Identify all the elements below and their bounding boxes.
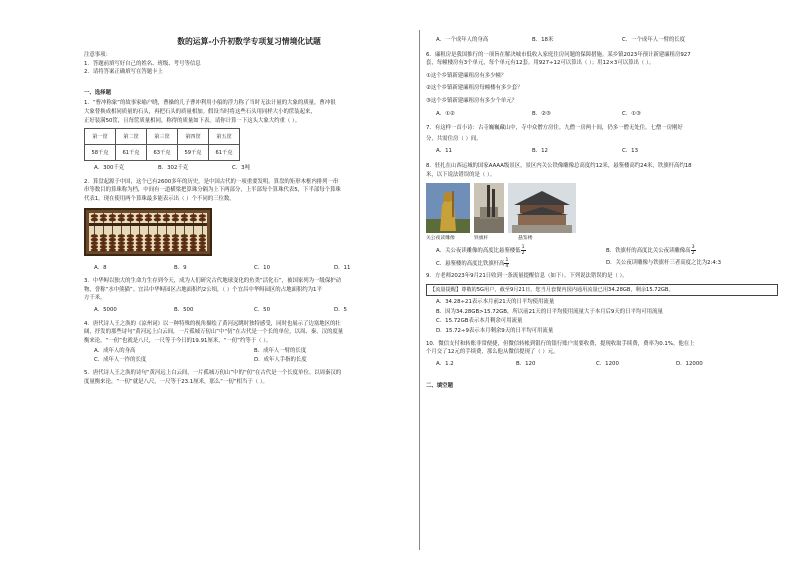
question-1 [84,99,414,172]
question-line: 6．廉租房是我国推行的一项旨在解决城市低收入家庭住房问题的保障措施。某乡镇2023年预计新建廉租房927 [426,51,691,58]
option[interactable]: B．成年人一臂的长度 [254,348,307,355]
option[interactable]: B．②③ [532,110,551,117]
question-line: 阔，抒发的那些诗句“黄河远上白云间，一片孤城万仞山”中“仞”在古代是一个长的单位，以周、秦、汉的度量 [84,329,344,336]
denominator: 2 [521,251,525,257]
question-10 [426,340,778,369]
answer-options [426,36,778,45]
question-line: 5．唐代诗人王之涣的诗句“黄河远上白云间，一片孤城万仞山”中的“仞”在古代是一个长度单位。以周秦汉的 [84,370,342,377]
question-line: 7．有这样一首小诗：古寺巍巍藏山中，寺中众僧方房住。九僧一房两十间，仍多一僧无处住。七僧一房刚好 [426,125,683,132]
option[interactable]: B．9 [174,264,187,271]
answer-options [84,347,414,356]
option[interactable]: A．成年人的身高 [94,348,136,355]
option[interactable]: A．5000 [94,306,117,313]
fraction [521,245,526,256]
numerator: 1 [521,245,525,251]
option[interactable]: D．成年人手指的长度 [254,356,307,363]
table-cell: 63千克 [147,145,178,161]
option[interactable] [606,245,696,256]
answer-options [84,164,414,173]
answer-options [426,258,778,269]
option[interactable]: C．1200 [596,360,619,367]
option[interactable]: A．300千克 [94,165,125,172]
option[interactable]: D．5 [334,306,347,313]
fraction [504,258,509,269]
option-text: B．铁旗杆的高度比关公夜读雕像高 [606,248,691,255]
option[interactable]: C．成年人一拃的长度 [94,356,147,363]
option[interactable] [436,258,606,269]
landmark-photos [426,183,778,233]
table-cell: 58千克 [85,145,116,161]
option[interactable]: C．10 [254,264,271,271]
sub-item: ③这个乡镇新建廉租房有多少个单元？ [426,97,518,104]
caption: 关公夜读雕像 [426,236,455,242]
question-line: 米，以下说法错误的是（ ）。 [426,171,496,178]
option[interactable]: D．11 [334,264,351,271]
answer-options [426,110,778,119]
answer-options [84,356,414,365]
question-7 [426,124,778,156]
question-9 [426,272,778,335]
answer-options [84,306,414,315]
sub-item: ①这个乡镇新建廉租房有多少幢？ [426,72,507,79]
notice-heading: 注意事项： [84,52,111,58]
option[interactable]: A．①② [436,110,455,117]
question-line: 方千米。 [84,295,106,302]
option[interactable]: A．1.2 [436,360,454,367]
option[interactable]: A．8 [94,264,107,271]
option[interactable]: A．一个成年人的身高 [436,37,489,43]
left-column [84,36,414,387]
question-2 [84,178,414,272]
option[interactable]: D．15.72÷9表示本月剩余9天的日平均可用流量 [436,327,554,334]
right-column [426,36,778,393]
caption: 铁旗杆 [474,236,489,242]
question-line: 物，誉称“水中熊猫”。宜昌中华鲟园区占地面积约2公顷，（ ）个宜昌中华鲟园区的占地面积约为1平 [84,286,322,293]
notice-item: 1．答题前填写好自己的姓名、班级、考号等信息 [84,60,201,67]
question-line: 个月交了12元的手续费，那么他从微信提现了（ ）元。 [426,349,559,356]
question-line: 大象替换成相同质量的石头，再把石头的质量相加。假设当时将这些石头用同样大小的筐装起来， [84,108,316,115]
option[interactable]: B．因为34.28GB>15.72GB，所以前21天的日平均使用流量大于本月后9天的日平均可用流量 [436,308,663,315]
photo-captions [426,235,778,242]
question-line: 8．驻扎在山西运城的国家AAAA级景区，景区内关公铁像雕像总高度约12米，悬鉴楼高约24米，铁旗杆高约18 [426,162,692,169]
table-header-cell: 第四筐 [178,129,209,145]
option-text: A．关公夜读雕像的高度比悬鉴楼低 [436,248,521,255]
question-4 [84,320,414,365]
table-header-cell: 第二筐 [116,129,147,145]
question-line: 9．方老师2023年9月21日收到一条流量提醒信息（如下）。下列说法错误的是（ ）。 [426,273,628,280]
table-cell: 61千克 [209,145,240,161]
question-line: 代表1。现在使用两个算珠最多能表示出（ ）个不同的三位数。 [84,195,235,202]
option[interactable]: C．15.72GB表示本月剩余可用流量 [436,318,523,325]
statue-photo [426,183,470,233]
option-text: C．悬鉴楼的高度比铁旗杆高 [436,261,505,268]
option[interactable]: A．34.28÷21表示本月前21天的日平均使用流量 [436,299,555,306]
abacus-image [84,208,212,256]
question-line: 衡来论，“一仞”也就是八尺，一尺等于今日的19.91厘米，“一仞”约等于（ ）。 [84,337,272,344]
option[interactable]: B．120 [516,360,536,367]
table-header-cell: 第三筐 [147,129,178,145]
tower-photo [508,183,576,233]
section-heading-fill: 二、填空题 [426,383,453,390]
question-line: 10．微信支付和转账非常便捷，但微信转帐到银行的银行账户需要收费，提现收取手续费，费率为0.1%。他在上 [426,340,695,347]
option[interactable]: B．302千克 [158,165,189,172]
sub-item: ②这个乡镇新建廉租房每幢楼有多少套？ [426,85,523,92]
question-5 [84,369,414,386]
numerator: 3 [691,245,695,251]
question-line: 3．中华鲟以独大的生命力生存到今天，成为人们研究古代地球变化的鱼类“活化石”，被国家列为一级保护动 [84,278,341,285]
iron-flagpole-photo [474,183,504,233]
question-line: 分，共需住房（ ）间。 [426,135,482,142]
flow-reminder-box: 【流量提醒】尊敬的5G用户，截至9月21日，您当月套餐内国内通用流量已用34.28GB，剩余15.72GB。 [426,284,778,296]
question-line: 串等数目的算珠称为档，中间有一道横梁把算珠分隔为上下两部分，上半部每个算珠代表5，下半部每个算珠 [84,187,341,194]
question-8 [426,162,778,269]
option[interactable]: B．12 [532,148,548,155]
question-line: 4．唐代诗人王之涣的《凉州词》以一种特殊的视角描绘了黄河远眺时独特感受，同时也展示了边塞地区的壮 [84,320,341,327]
option[interactable] [436,245,606,256]
option[interactable]: B．500 [174,306,194,313]
caption: 悬鉴楼 [518,236,533,242]
table-header-cell: 第五筐 [209,129,240,145]
option[interactable]: D．关公夜读雕像与铁旗杆三者高度之比为2:4:3 [606,260,722,267]
page-title: 数的运算-小升初数学专项复习情境化试题 [177,37,321,46]
option[interactable]: C．13 [622,148,639,155]
denominator: 2 [691,251,695,257]
option[interactable]: C．50 [254,306,271,313]
denominator: 4 [505,264,509,270]
option[interactable]: D．12000 [676,360,703,367]
option[interactable]: B．18米 [532,37,554,43]
weight-table [84,128,240,161]
notice-item: 2．请将答案正确填写在答题卡上 [84,69,163,76]
answer-options [426,360,778,369]
numerator: 1 [505,258,509,264]
answer-options [426,147,778,156]
question-6 [426,51,778,119]
question-line: 套，每幢楼房有3个单元，每个单元有12套。用927÷12可以算出（ ）；用12×3可以算出（ ）。 [426,60,655,67]
table-cell: 59千克 [178,145,209,161]
column-divider [419,30,420,550]
answer-options [426,245,778,256]
table-cell: 61千克 [116,145,147,161]
table-header-cell: 第一筐 [85,129,116,145]
question-line: 度量衡来论，“一仞”就是八尺，一尺等于23.1厘米，那么“一仞”相当于（ ）。 [84,379,268,386]
question-line: 正好装满50筐，且每筐质量相同，称得的质量如下表。请你计算一下这头大象大约重（ ）。 [84,117,301,124]
option[interactable]: C．①③ [622,110,641,117]
option[interactable]: C．一个成年人一臂的长度 [622,37,686,43]
question-3 [84,277,414,314]
option[interactable]: C．3吨 [232,165,250,172]
fraction [691,245,696,256]
section-heading-choice: 一、选择题 [84,89,111,96]
option[interactable]: A．11 [436,148,452,155]
question-line: 1．“曹冲称象”的故事家喻户晓，曹操的儿子曹冲利用小船的浮力称了当时无法计量的大象的质量。曹冲很 [84,100,336,107]
answer-options [84,264,414,273]
question-line: 2．算盘起源于中国，这个已有2600多年的历史，是中国古代的一项重要发明。算盘的矩形木框内排列一串 [84,178,339,185]
